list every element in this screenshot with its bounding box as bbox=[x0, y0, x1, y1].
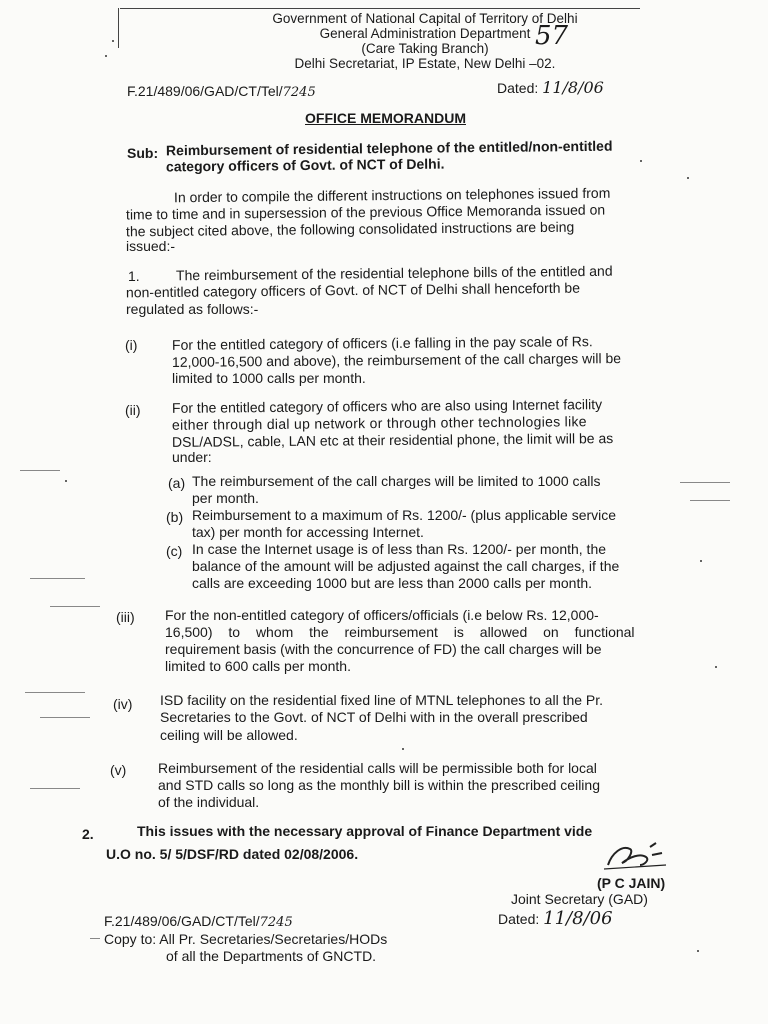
subject-label: Sub: bbox=[127, 145, 159, 161]
footer-reference-text: F.21/489/06/GAD/CT/Tel/ bbox=[104, 913, 260, 929]
margin-dash bbox=[30, 578, 85, 579]
item-v-number: (v) bbox=[110, 762, 127, 778]
subject-line-2: category officers of Govt. of NCT of Delhi. bbox=[165, 155, 445, 175]
dated-label: Dated: bbox=[497, 80, 539, 96]
subitem-b-line-2: tax) per month for accessing Internet. bbox=[192, 524, 424, 540]
footer-handwritten-number: 7245 bbox=[259, 915, 293, 930]
intro-line-2: time to time and in supersession of the previous Office Memoranda issued on bbox=[125, 201, 606, 223]
margin-dash bbox=[90, 938, 100, 939]
header-line-3: (Care Taking Branch) bbox=[361, 41, 489, 56]
item-ii-number: (ii) bbox=[125, 402, 141, 418]
scan-speck bbox=[687, 177, 689, 179]
header-line-4: Delhi Secretariat, IP Estate, New Delhi –02. bbox=[294, 56, 556, 71]
scan-speck bbox=[65, 480, 67, 482]
item-iii-line-3: requirement basis (with the concurrence of FD) the call charges will be bbox=[165, 641, 602, 657]
header-line-1: Government of National Capital of Territory of Delhi bbox=[272, 11, 578, 26]
subitem-b-line-1: Reimbursement to a maximum of Rs. 1200/- (plus applicable service bbox=[192, 507, 617, 523]
dated-field bbox=[497, 79, 604, 97]
point-2-line-1: This issues with the necessary approval of Finance Department vide bbox=[137, 823, 593, 839]
page-number-handwritten: 57 bbox=[535, 21, 569, 51]
item-i-line-1: For the entitled category of officers (i.e falling in the pay scale of Rs. bbox=[171, 333, 593, 353]
subitem-c-number: (c) bbox=[166, 543, 183, 559]
item-iii-number: (iii) bbox=[116, 609, 135, 625]
signatory-name: (P C JAIN) bbox=[597, 875, 666, 891]
margin-dash bbox=[25, 692, 85, 693]
footer-handwritten-date: 11/8/06 bbox=[543, 908, 613, 929]
item-iv-line-3: ceiling will be allowed. bbox=[160, 727, 298, 743]
reference-number bbox=[127, 83, 316, 101]
footer-dated-label: Dated: bbox=[498, 911, 540, 927]
scan-speck bbox=[112, 40, 114, 42]
footer-dated-field bbox=[498, 910, 613, 928]
margin-dash bbox=[680, 482, 730, 483]
subject-line-1: Reimbursement of residential telephone of the entitled/non-entitled bbox=[165, 137, 613, 159]
scan-speck bbox=[105, 55, 107, 57]
subitem-c-line-2: balance of the amount will be adjusted against the call charges, if the bbox=[192, 558, 620, 574]
item-v-line-1: Reimbursement of the residential calls will be permissible both for local bbox=[158, 760, 597, 776]
intro-line-3: the subject cited above, the following consolidated instructions are being bbox=[125, 218, 575, 240]
point-1-line-1: The reimbursement of the residential telephone bills of the entitled and bbox=[175, 262, 613, 284]
handwritten-date: 11/8/06 bbox=[542, 78, 604, 97]
margin-dash bbox=[30, 788, 80, 789]
margin-dash bbox=[20, 470, 60, 471]
point-2-number: 2. bbox=[82, 826, 94, 842]
header-line-2: General Administration Department bbox=[319, 26, 531, 41]
point-1-line-3: regulated as follows:- bbox=[126, 301, 259, 317]
scan-speck bbox=[715, 666, 717, 668]
item-iv-line-2: Secretaries to the Govt. of NCT of Delhi with in the overall prescribed bbox=[160, 709, 588, 725]
subitem-c-line-3: calls are exceeding 1000 but are less than 2000 calls per month. bbox=[192, 575, 593, 591]
top-border-line bbox=[120, 8, 640, 9]
item-v-line-3: of the individual. bbox=[158, 794, 260, 810]
item-ii-line-4: under: bbox=[172, 449, 212, 465]
scan-speck bbox=[697, 950, 699, 952]
left-edge-line bbox=[118, 8, 119, 48]
item-ii-line-3: DSL/ADSL, cable, LAN etc at their residential phone, the limit will be as bbox=[171, 430, 614, 450]
margin-dash bbox=[40, 717, 90, 718]
item-i-line-2: 12,000-16,500 and above), the reimbursement of the call charges will be bbox=[171, 350, 622, 370]
item-i-line-3: limited to 1000 calls per month. bbox=[172, 370, 366, 386]
signatory-designation: Joint Secretary (GAD) bbox=[511, 891, 648, 907]
copy-to-line-2: of all the Departments of GNCTD. bbox=[166, 948, 377, 964]
item-iii-line-1: For the non-entitled category of officers/officials (i.e below Rs. 12,000- bbox=[165, 607, 599, 623]
intro-line-4: issued:- bbox=[126, 238, 176, 254]
scan-speck bbox=[640, 160, 642, 162]
subitem-c-line-1: In case the Internet usage is of less than Rs. 1200/- per month, the bbox=[192, 541, 607, 557]
point-1-line-2: non-entitled category officers of Govt. of NCT of Delhi shall henceforth be bbox=[125, 279, 581, 301]
item-iii-line-4: limited to 600 calls per month. bbox=[165, 658, 351, 674]
reference-number-text: F.21/489/06/GAD/CT/Tel/ bbox=[127, 83, 283, 99]
margin-dash bbox=[690, 500, 730, 501]
item-iii-line-2: 16,500) to whom the reimbursement is allowed on functional bbox=[165, 624, 635, 640]
item-iv-line-1: ISD facility on the residential fixed line of MTNL telephones to all the Pr. bbox=[160, 692, 604, 708]
item-iv-number: (iv) bbox=[113, 696, 133, 712]
subitem-a-line-2: per month. bbox=[192, 490, 259, 506]
subitem-b-number: (b) bbox=[166, 509, 184, 525]
scan-speck bbox=[402, 748, 404, 750]
item-i-number: (i) bbox=[125, 337, 138, 353]
item-ii-line-1: For the entitled category of officers who are also using Internet facility bbox=[171, 396, 603, 416]
margin-dash bbox=[50, 606, 100, 607]
memo-title: OFFICE MEMORANDUM bbox=[305, 110, 466, 126]
item-v-line-2: and STD calls so long as the monthly bill is within the prescribed ceiling bbox=[158, 777, 600, 793]
point-1-number: 1. bbox=[128, 268, 140, 284]
subitem-a-number: (a) bbox=[168, 475, 186, 491]
copy-to-line-1: Copy to: All Pr. Secretaries/Secretaries/HODs bbox=[104, 931, 388, 947]
footer-reference-number bbox=[104, 913, 293, 931]
handwritten-dispatch-number: 7245 bbox=[282, 85, 316, 100]
scan-speck bbox=[700, 560, 702, 562]
point-2-line-2: U.O no. 5/ 5/DSF/RD dated 02/08/2006. bbox=[106, 846, 359, 862]
item-ii-line-2: either through dial up network or through other technologies like bbox=[171, 413, 587, 433]
signature-scribble bbox=[600, 835, 670, 875]
subitem-a-line-1: The reimbursement of the call charges will be limited to 1000 calls bbox=[192, 473, 601, 489]
intro-line-1: In order to compile the different instructions on telephones issued from bbox=[173, 184, 611, 206]
